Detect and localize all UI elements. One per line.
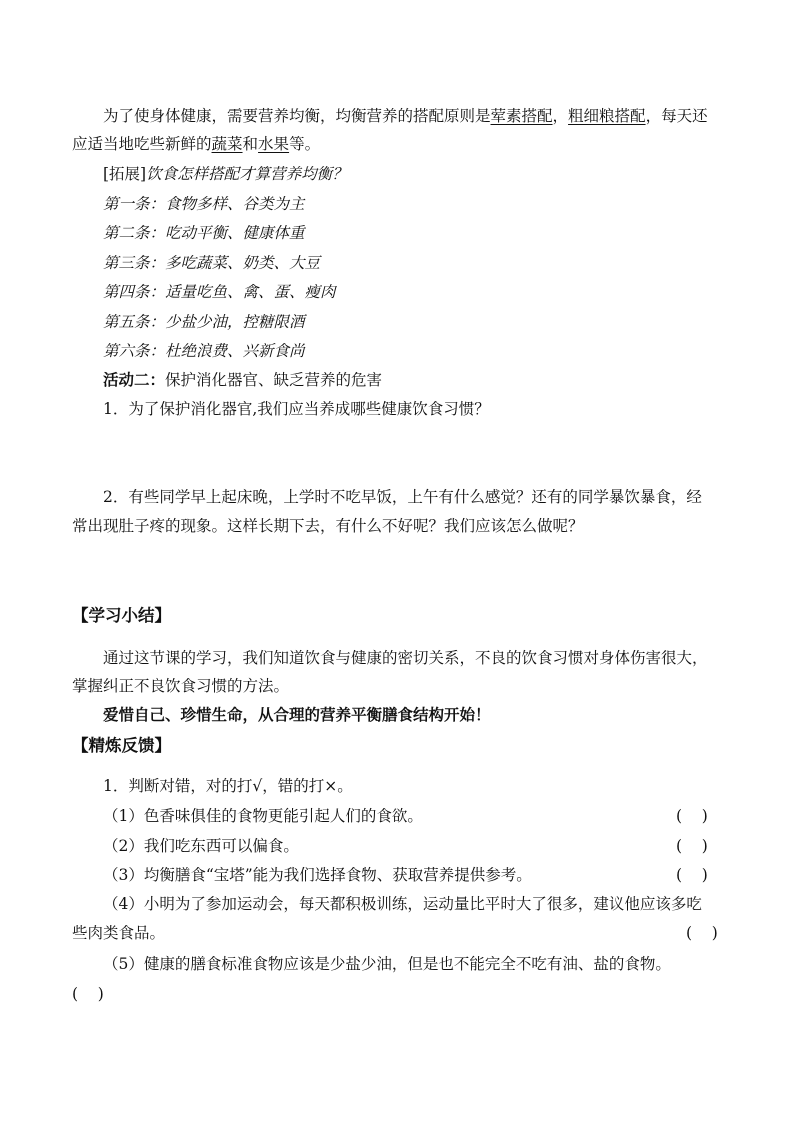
answer-blank: 粗细粮搭配: [568, 107, 646, 125]
extension-label: [拓展]: [103, 165, 147, 183]
statement-2: （2）我们吃东西可以偏食。: [103, 837, 299, 855]
statement-1: （1）色香味俱佳的食物更能引起人们的食欲。: [103, 807, 423, 825]
activity-2-title: [103, 369, 382, 391]
guideline-item: 第六条：杜绝浪费、兴新食尚: [103, 342, 305, 360]
summary-heading: 【学习小结】: [72, 606, 171, 625]
guideline-item: 第三条：多吃蔬菜、奶类、大豆: [103, 254, 321, 272]
answer-parentheses[interactable]: ( ): [686, 924, 718, 942]
guideline-item: 第四条：适量吃鱼、禽、蛋、瘦肉: [103, 283, 336, 301]
feedback-instruction: 1．判断对错，对的打√，错的打×。: [103, 777, 353, 795]
activity-label: 活动二：: [103, 370, 166, 389]
answer-parentheses[interactable]: ( ): [676, 807, 708, 825]
statement-3: （3）均衡膳食“宝塔”能为我们选择食物、获取营养提供参考。: [103, 866, 532, 884]
intro-line-1: [103, 105, 708, 127]
intro-text: 应适当地吃些新鲜的: [72, 135, 212, 153]
intro-text: ，每天还: [645, 107, 708, 125]
answer-blank: 荤素搭配: [490, 107, 553, 125]
statement-5: （5）健康的膳食标准食物应该是少盐少油，但是也不能完全不吃有油、盐的食物。: [103, 955, 671, 973]
intro-text: ，: [552, 107, 569, 125]
guideline-item: 第五条：少盐少油，控糖限酒: [103, 313, 305, 331]
summary-line-2: 掌握纠正不良饮食习惯的方法。: [72, 677, 290, 695]
question-2-line-2: 常出现肚子疼的现象。这样长期下去，有什么不好呢？我们应该怎么做呢？: [72, 517, 584, 535]
question-1: 1．为了保护消化器官,我们应当养成哪些健康饮食习惯？: [103, 400, 490, 418]
extension-question: 饮食怎样搭配才算营养均衡？: [146, 165, 348, 183]
summary-line-1: 通过这节课的学习，我们知道饮食与健康的密切关系，不良的饮食习惯对身体伤害很大，: [103, 649, 708, 667]
answer-parentheses[interactable]: ( ): [676, 866, 708, 884]
answer-parentheses[interactable]: ( ): [72, 985, 104, 1003]
guideline-item: 第一条：食物多样、谷类为主: [103, 195, 305, 213]
statement-4-line-2: 些肉类食品。: [72, 924, 166, 942]
feedback-heading: 【精炼反馈】: [72, 736, 171, 755]
question-2-line-1: 2．有些同学早上起床晚，上学时不吃早饭，上午有什么感觉？还有的同学暴饮暴食，经: [103, 488, 702, 506]
statement-4-line-1: （4）小明为了参加运动会，每天都积极训练，运动量比平时大了很多，建议他应该多吃: [103, 895, 702, 913]
intro-text: 和: [242, 135, 259, 153]
answer-blank: 水果: [258, 135, 290, 153]
extension-header: [103, 163, 348, 185]
activity-title: 保护消化器官、缺乏营养的危害: [165, 371, 383, 389]
intro-line-2: [72, 133, 320, 155]
answer-parentheses[interactable]: ( ): [676, 837, 708, 855]
intro-text: 等。: [289, 135, 321, 153]
answer-blank: 蔬菜: [211, 135, 243, 153]
summary-motto: 爱惜自己、珍惜生命，从合理的营养平衡膳食结构开始！: [103, 705, 491, 724]
guideline-item: 第二条：吃动平衡、健康体重: [103, 224, 305, 242]
intro-text: 为了使身体健康，需要营养均衡，均衡营养的搭配原则是: [103, 107, 491, 125]
